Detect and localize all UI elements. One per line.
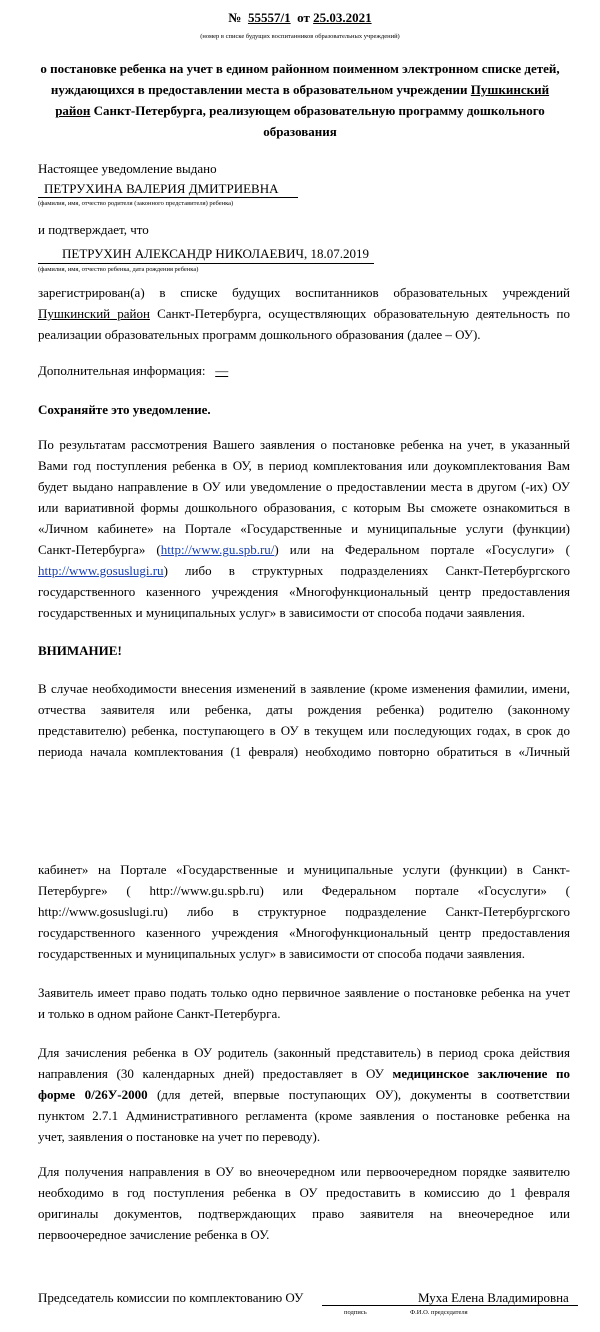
document-title: о постановке ребенка на учет в едином районном поименном электронном списке детей, нуждающихся в предоставлении места в образовательном учреждении Пушкинский район Санкт-Петербурга, реализующем образовательную программу дошкольного образования (40, 61, 560, 139)
parent-name-line (38, 197, 298, 198)
additional-info-value: — (215, 363, 229, 378)
gosuslugi-link[interactable]: http://www.gosuslugi.ru (38, 563, 164, 578)
child-name: ПЕТРУХИН АЛЕКСАНДР НИКОЛАЕВИЧ, 18.07.2019 (62, 246, 369, 261)
notice-number: 55557/1 (247, 10, 291, 25)
additional-info: Дополнительная информация: — (38, 363, 229, 378)
issued-to-label: Настоящее уведомление выдано (38, 161, 217, 176)
chairman-name-caption: Ф.И.О. председателя (410, 1309, 468, 1316)
one-application-paragraph: Заявитель имеет право подать только одно первичное заявление о постановке ребенка на учет и только в одном районе Санкт-Петербурга. (38, 985, 570, 1021)
changes-paragraph-continued: кабинет» на Портале «Государственные и муниципальные услуги (функции) в Санкт- Петербурге» ( http://www.gu.spb.ru) или Федеральном портале «Госуслуги» ( http://www.gosuslugi.ru) либо в структурное подразделение Санкт-Петербургского государственного казенного учреждения «Многофункциональный центр предоставления государственных и муниципальных услуг» в зависимости от способа подачи заявления. (38, 862, 570, 961)
number-caption: (номер в списке будущих воспитанников образовательных учреждений) (200, 33, 400, 40)
notice-number-line: № 55557/1 от 25.03.2021 (228, 10, 372, 25)
priority-paragraph: Для получения направления в ОУ во внеочередном или первоочередном порядке заявителю необходимо в год поступления ребенка в ОУ предоставить в комиссию до 1 февраля оригиналы документов, подтверждающих право заявителя на внеочередное или первоочередное зачисление ребенка в ОУ. (38, 1164, 570, 1242)
registered-paragraph: зарегистрирован(а) в списке будущих воспитанников образовательных учреждений Пушкинский район Санкт-Петербурга, осуществляющих образовательную деятельность по реализации образовательных программ дошкольного образования (далее – ОУ). (38, 285, 571, 342)
child-name-caption: (фамилия, имя, отчество ребенка, дата рождения ребенка) (38, 266, 199, 273)
changes-paragraph: В случае необходимости внесения изменений в заявление (кроме изменения фамилии, имени, отчества заявителя или ребенка, даты рождения ребенка) родителю (законному представителю) ребенка, поступающего в ОУ в текущем или последующих годах, в срок до периода начала комплектования (1 февраля) необходимо повторно обратиться в «Личный (38, 681, 570, 759)
confirms-label: и подтверждает, что (38, 222, 149, 237)
page-2 (0, 812, 600, 1332)
signature-caption: подпись (344, 1309, 367, 1316)
keep-notice: Сохраняйте это уведомление. (38, 402, 211, 417)
results-paragraph: По результатам рассмотрения Вашего заявления о постановке ребенка на учет, в указанный Вами год поступления ребенка в ОУ, в период комплектования или доукомплектования Вам будет выдано направление в ОУ или уведомление о предоставлении места в другом (-их) ОУ или вариативной формы дошкольного образования, с которым Вы сможете ознакомиться в «Личном кабинете» на Портале «Государственные и муниципальные услуги (функции) Санкт-Петербурга» (http://www.gu.spb.ru/) или на Федеральном портале «Госуслуги» ( http://www.gosuslugi.ru) либо в структурных подразделениях Санкт-Петербургского государственного казенного учреждения «Многофункциональный центр предоставления государственных и муниципальных услуг» в зависимости от способа подачи заявления. (38, 437, 570, 620)
parent-name-caption: (фамилия, имя, отчество родителя (законного представителя) ребенка) (38, 200, 234, 207)
gu-spb-link[interactable]: http://www.gu.spb.ru/ (160, 542, 275, 557)
notice-date: 25.03.2021 (313, 10, 372, 25)
parent-name: ПЕТРУХИНА ВАЛЕРИЯ ДМИТРИЕВНА (44, 181, 279, 196)
chairman-name: Муха Елена Владимировна (418, 1290, 569, 1305)
signature-label: Председатель комиссии по комплектованию ОУ (38, 1290, 304, 1305)
attention-heading: ВНИМАНИЕ! (38, 643, 122, 658)
enrollment-paragraph: Для зачисления ребенка в ОУ родитель (законный представитель) в период срока действия направления (30 календарных дней) предоставляет в ОУ медицинское заключение по форме 0/26У-2000 (для детей, впервые поступающих ОУ), документы в соответствии пунктом 2.7.1 Административного регламента (кроме заявления о постановке ребенка на учет, заявления о постановке на учет по переводу). (38, 1045, 571, 1144)
child-name-line (38, 263, 374, 264)
